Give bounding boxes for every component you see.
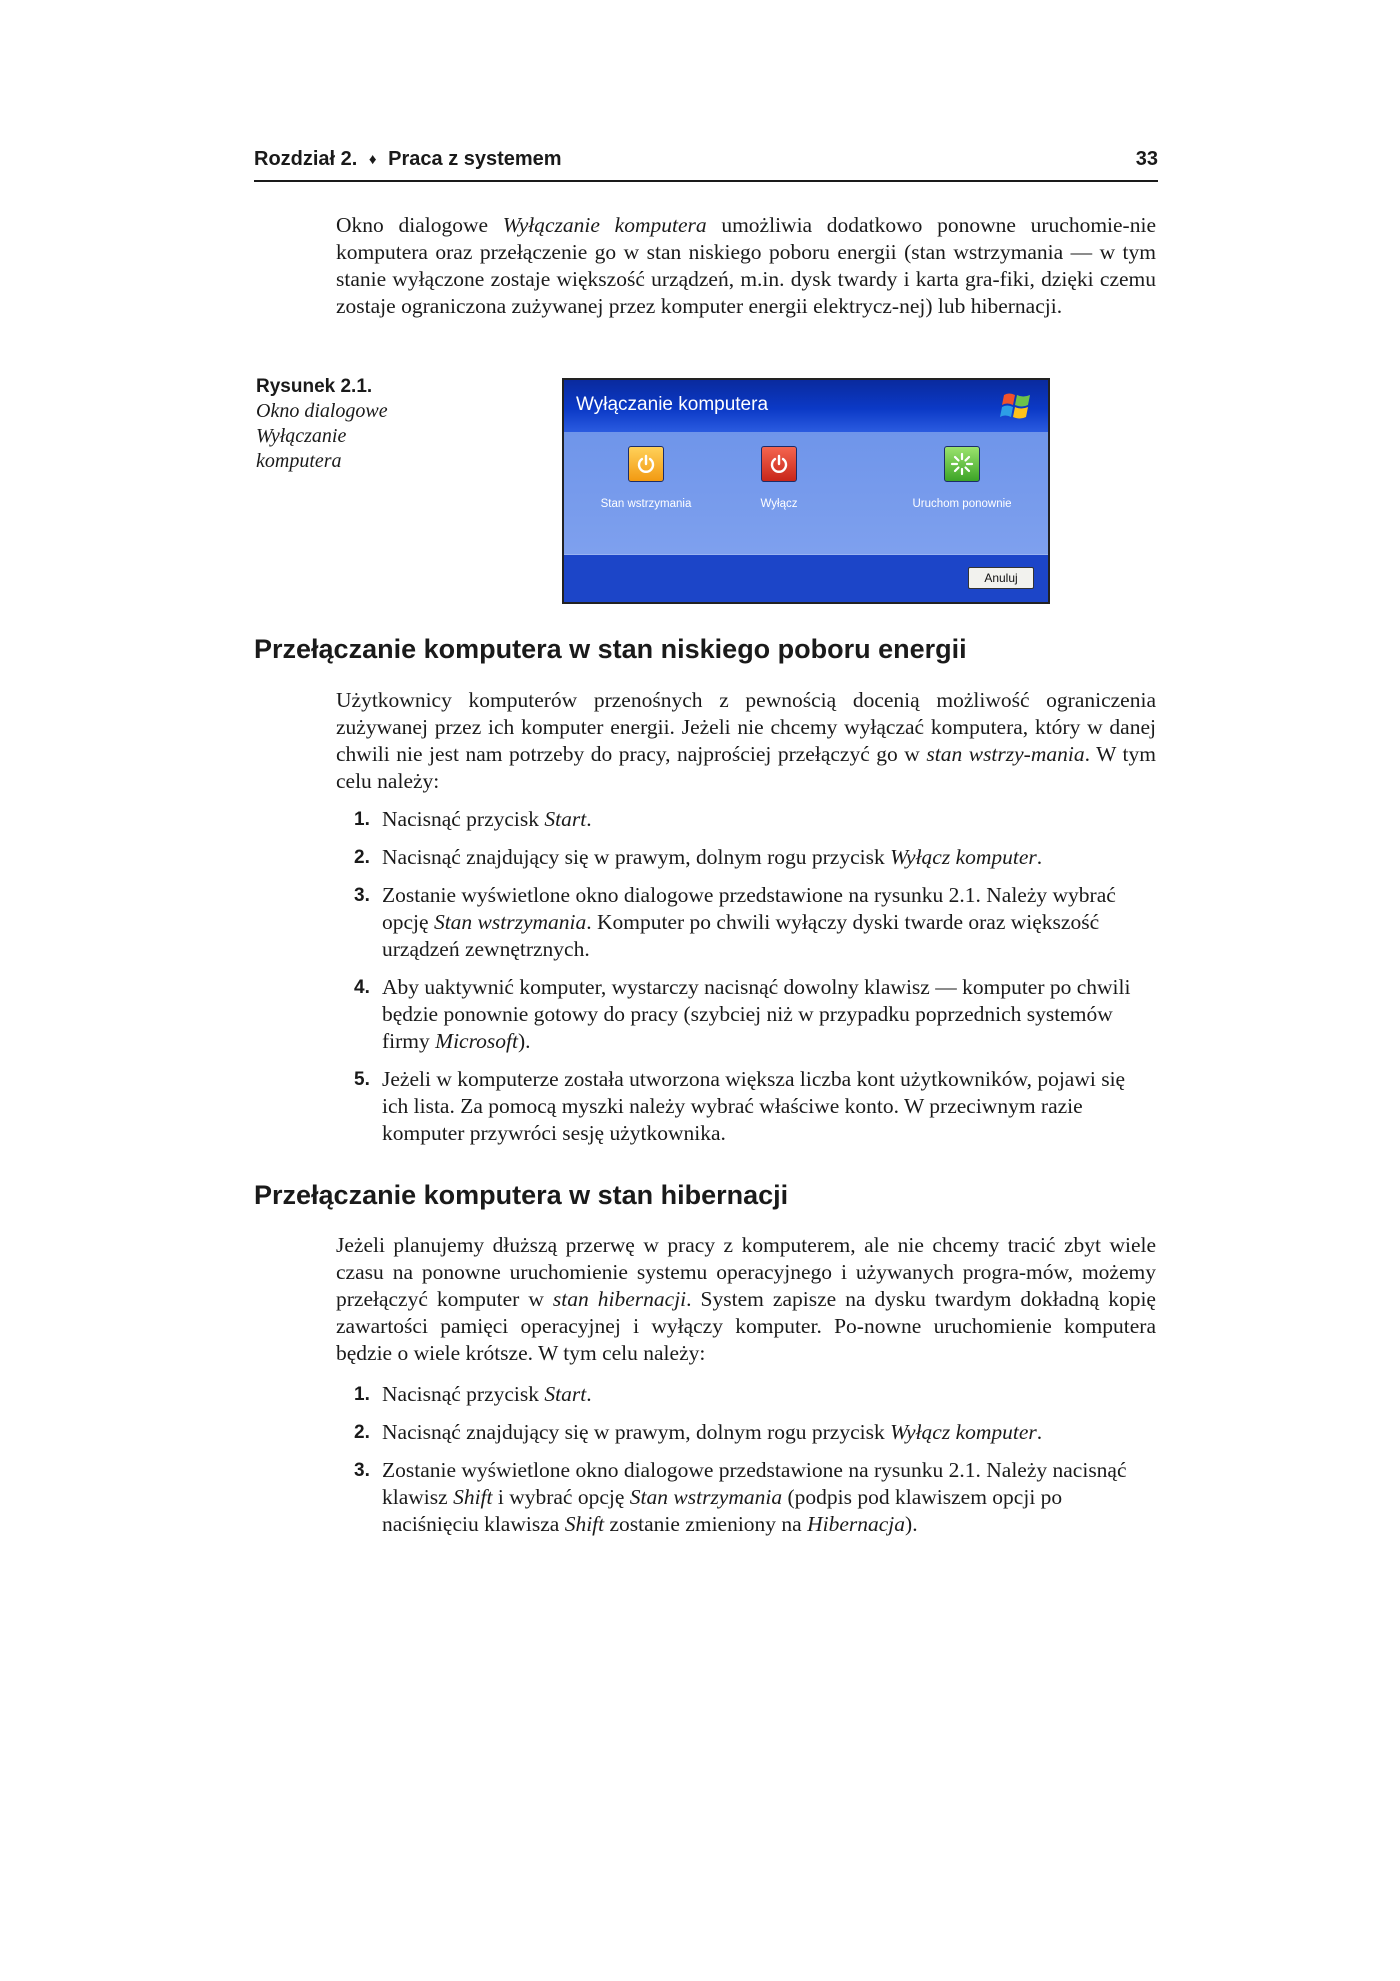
figure-caption bbox=[256, 374, 426, 474]
list-item bbox=[354, 1457, 1154, 1538]
section-heading-hibernation: Przełączanie komputera w stan hibernacji bbox=[254, 1180, 789, 1210]
list-item bbox=[354, 844, 1154, 871]
text-run: Nacisnąć przycisk bbox=[382, 807, 545, 831]
text-run: (podpis pod klawiszem opcji po naciśnięciu klawisza bbox=[382, 1485, 1063, 1536]
italic-run: Stan wstrzymania bbox=[433, 910, 587, 934]
restart-icon[interactable] bbox=[944, 446, 980, 482]
text-run: Aby uaktywnić komputer, wystarczy nacisnąć dowolny klawisz — komputer po chwili będzie ponownie gotowy do pracy (szybciej niż w przypadku poprzednich systemów firmy bbox=[382, 975, 1131, 1053]
text-run: Zostanie wyświetlone okno dialogowe przedstawione na rysunku 2.1. Należy wybrać opcję bbox=[382, 883, 1116, 934]
power-symbol-icon bbox=[768, 453, 790, 475]
text-run: ). bbox=[517, 1029, 531, 1053]
text-run: ). bbox=[905, 1512, 918, 1536]
step-number: 2. bbox=[354, 1422, 370, 1443]
turn-off-label: Wyłącz bbox=[760, 498, 798, 510]
italic-run: Hibernacja bbox=[807, 1512, 906, 1536]
page-number: 33 bbox=[1135, 148, 1158, 170]
text-run: Nacisnąć znajdujący się w prawym, dolnym rogu przycisk bbox=[382, 845, 891, 869]
italic-run: stan hibernacji bbox=[552, 1287, 687, 1311]
italic-run: Shift bbox=[564, 1512, 605, 1536]
turn-off-option[interactable] bbox=[739, 446, 819, 510]
italic-run: Start bbox=[544, 807, 587, 831]
text-run: . bbox=[1036, 845, 1043, 869]
text-run: . W tym celu należy: bbox=[336, 742, 1156, 793]
standby-label: Stan wstrzymania bbox=[600, 498, 692, 510]
standby-option[interactable] bbox=[586, 446, 706, 510]
text-run: Jeżeli planujemy dłuższą przerwę w pracy z komputerem, ale nie chcemy tracić zbyt wiele czasu na ponowne uruchomienie systemu operacyjnego i używanych progra-mów, możemy przełączyć komputer w bbox=[336, 1233, 1156, 1311]
italic-run: Wyłączanie komputera bbox=[502, 213, 707, 237]
low-power-paragraph bbox=[336, 687, 1156, 795]
text-run: . bbox=[586, 1382, 592, 1406]
standby-icon[interactable] bbox=[628, 446, 664, 482]
section-label: Praca z systemem bbox=[388, 148, 562, 170]
restart-label: Uruchom ponownie bbox=[912, 498, 1012, 510]
text-run: i wybrać opcję bbox=[492, 1485, 630, 1509]
italic-run: Shift bbox=[453, 1485, 493, 1509]
step-number: 5. bbox=[354, 1069, 370, 1090]
restart-option[interactable] bbox=[892, 446, 1032, 510]
text-run: . bbox=[1036, 1420, 1043, 1444]
text-run: Nacisnąć przycisk bbox=[382, 1382, 545, 1406]
shutdown-dialog bbox=[562, 378, 1050, 604]
italic-run: Start bbox=[544, 1382, 587, 1406]
text-run: . Komputer po chwili wyłączy dyski twarde oraz większość urządzeń zewnętrznych. bbox=[382, 910, 1100, 961]
power-symbol-icon bbox=[635, 453, 657, 475]
italic-run: Wyłącz komputer bbox=[890, 845, 1037, 869]
dialog-footer bbox=[564, 554, 1048, 603]
text-run: Okno dialogowe bbox=[336, 213, 503, 237]
step-number: 3. bbox=[354, 885, 370, 906]
italic-run: stan wstrzy-mania bbox=[926, 742, 1085, 766]
hibernation-paragraph bbox=[336, 1232, 1156, 1367]
list-item bbox=[354, 1419, 1154, 1446]
dialog-title: Wyłączanie komputera bbox=[576, 394, 769, 415]
windows-logo-icon bbox=[1000, 390, 1034, 422]
section-heading-low-power: Przełączanie komputera w stan niskiego poboru energii bbox=[254, 634, 967, 664]
step-number: 4. bbox=[354, 977, 370, 998]
low-power-steps bbox=[354, 806, 1154, 1158]
list-item bbox=[354, 1381, 1154, 1408]
step-number: 2. bbox=[354, 847, 370, 868]
list-item bbox=[354, 882, 1154, 963]
restart-burst-icon bbox=[950, 452, 974, 476]
running-header bbox=[254, 146, 1158, 182]
text-run: . System zapisze na dysku twardym dokładną kopię zawartości pamięci operacyjnej i wyłączy komputer. Po-nowne uruchomienie komputera będzie o wiele krótsze. W tym celu należy: bbox=[336, 1287, 1156, 1365]
step-number: 1. bbox=[354, 1384, 370, 1405]
text-run: Jeżeli w komputerze została utworzona większa liczba kont użytkowników, pojawi się ich lista. Za pomocą myszki należy wybrać właściwe konto. W przeciwnym razie komputer przywróci sesję użytkownika. bbox=[382, 1067, 1126, 1145]
figure-label: Rysunek 2.1. bbox=[256, 376, 373, 397]
figure-caption-text: Okno dialogowe Wyłączanie komputera bbox=[256, 400, 388, 472]
italic-run: Wyłącz komputer bbox=[890, 1420, 1037, 1444]
chapter-label: Rozdział 2. bbox=[254, 148, 358, 170]
turn-off-icon[interactable] bbox=[761, 446, 797, 482]
intro-paragraph bbox=[336, 212, 1156, 320]
dialog-title-bar bbox=[564, 380, 1048, 432]
diamond-icon: ♦ bbox=[368, 151, 377, 168]
step-number: 1. bbox=[354, 809, 370, 830]
cancel-button[interactable]: Anuluj bbox=[968, 567, 1034, 589]
list-item bbox=[354, 974, 1154, 1055]
text-run: Zostanie wyświetlone okno dialogowe przedstawione na rysunku 2.1. Należy nacisnąć klawisz bbox=[382, 1458, 1127, 1509]
dialog-body bbox=[564, 432, 1048, 554]
italic-run: Microsoft bbox=[435, 1029, 518, 1053]
hibernation-steps bbox=[354, 1381, 1154, 1549]
text-run: umożliwia dodatkowo ponowne uruchomie-nie komputera oraz przełączenie go w stan niskiego poboru energii (stan wstrzymania — w tym stanie wyłączone zostaje większość urządzeń, m.in. dysk twardy i karta gra-fiki, dzięki czemu zostaje ograniczona zużywanej przez komputer energii elektrycz-nej) lub hibernacji. bbox=[336, 213, 1156, 318]
text-run: . bbox=[586, 807, 592, 831]
list-item bbox=[354, 1066, 1154, 1147]
text-run: zostanie zmieniony na bbox=[604, 1512, 808, 1536]
italic-run: Stan wstrzymania bbox=[629, 1485, 783, 1509]
text-run: Użytkownicy komputerów przenośnych z pewnością docenią możliwość ograniczenia zużywanej przez ich komputer energii. Jeżeli nie chcemy wyłączać komputera, który w danej chwili nie jest nam potrzeby do pracy, najprościej przełączyć go w bbox=[336, 688, 1156, 766]
list-item bbox=[354, 806, 1154, 833]
header-left bbox=[254, 148, 562, 171]
text-run: Nacisnąć znajdujący się w prawym, dolnym rogu przycisk bbox=[382, 1420, 891, 1444]
step-number: 3. bbox=[354, 1460, 370, 1481]
